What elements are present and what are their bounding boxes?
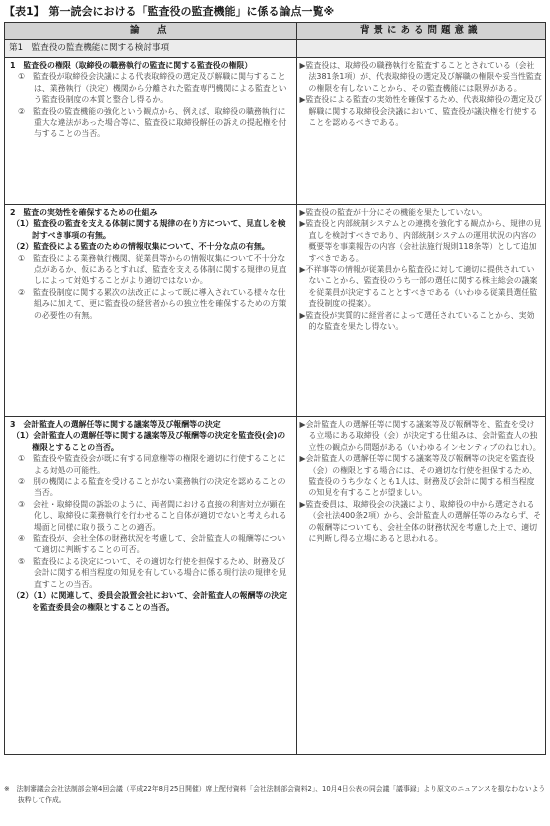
issue-item: ⑤ 監査役による決定について、その適切な行使を担保するため、財務及び会計に関する相当程度の知見を有している場合に係る現行法の規律を見直すことの当否。 xyxy=(18,556,287,589)
table-row xyxy=(5,205,546,417)
issue-heading: 2 監査の実効性を確保するための仕組み xyxy=(10,208,158,217)
header-issues: 論 点 xyxy=(5,23,297,40)
background-cell-2 xyxy=(296,205,545,417)
background-item: ▶不祥事等の情報が従業員から監査役に対して適切に提供されていないことから、監査役のうち一部の選任に関する株主総会の議案を従業員が決定することとすべきである（いわゆる従業員選任監査役制度の提案）。 xyxy=(299,265,538,309)
background-item: ▶監査役が実質的に経営者によって選任されていることから、実効的な監査を果たし得ない。 xyxy=(299,310,535,332)
background-item: ▶監査役による監査の実効性を確保するため、代表取締役の選定及び解職に関する取締役会決議において、監査役が議決権を行使することを認めるべきである。 xyxy=(299,95,543,128)
section-heading: 第1 監査役の監査機能に関する検討事項 xyxy=(5,40,297,58)
issue-item: ② 監査役制度に関する累次の法改正によって既に導入されている様々な仕組みに加えて、更に監査役の経営者からの独立性を確保するための方策の必要性の有無。 xyxy=(18,287,287,320)
issue-heading: 1 監査役の権限（取締役の職務執行の監査に関する監査役の権限） xyxy=(10,61,253,70)
background-item: ▶監査委員は、取締役会の決議により、取締役の中から選定される（会社法400条2項）から、会計監査人の選解任等のみならず、その報酬等についても、会社全体の財務状況を考慮した上で、適切に判断し得る立場にあると思われる。 xyxy=(299,499,542,544)
issue-subheading: （2）監査役による監査のための情報収集について、不十分な点の有無。 xyxy=(12,242,270,252)
issues-table xyxy=(4,22,546,755)
issue-heading: 3 会計監査人の選解任等に関する議案等及び報酬等の決定 xyxy=(10,420,221,429)
issue-subheading: （1）会計監査人の選解任等に関する議案等及び報酬等の決定を監査役(会)の権限とすることの当否。 xyxy=(12,431,286,452)
background-item: ▶監査役の監査が十分にその機能を果たしていない。 xyxy=(299,208,488,217)
table-title: 【表1】 第一読会における「監査役の監査機能」に係る論点一覧※ xyxy=(4,5,335,18)
background-item: ▶会計監査人の選解任等に関する議案等及び報酬等を、監査を受ける立場にある取締役（会）が決定する仕組みは、会計監査人の独立性の観点から問題がある（いわゆるインセンティブのねじれ）。 xyxy=(299,420,541,452)
issue-item: ② 別の機関による監査を受けることがない業務執行の決定を認めることの当否。 xyxy=(18,477,286,498)
header-background: 背景にある問題意識 xyxy=(296,23,545,40)
issue-cell-3 xyxy=(5,417,297,755)
issue-item: ① 監査役や監査役会が既に有する同意権等の権限を適切に行使することによる対処の可能性。 xyxy=(18,454,286,475)
background-cell-1 xyxy=(296,58,545,205)
background-cell-3 xyxy=(296,417,545,755)
issue-cell-2 xyxy=(5,205,297,417)
issue-item: ① 監査役が取締役会決議による代表取締役の選定及び解職に関与することは、業務執行（決定）機関から分離された監査専門機関による監査という監査役制度の本質と整合し得るか。 xyxy=(18,72,287,105)
section-row xyxy=(5,40,546,58)
header-row xyxy=(5,23,546,40)
issue-subheading: （2）（1）に関連して、委員会設置会社において、会計監査人の報酬等の決定を監査委員会の権限とすることの当否。 xyxy=(12,591,287,612)
issue-item: ① 監査役による業務執行機関、従業員等からの情報収集について不十分な点があるか、仮にあるとすれば、監査を支える体制に関する規律の見直しによって対処することがより適切ではないか。 xyxy=(18,253,287,286)
section-heading-blank xyxy=(296,40,545,58)
issue-subheading: （1）監査役の監査を支える体制に関する規律の在り方について、見直しを検討すべき事項の有無。 xyxy=(12,219,286,240)
background-item: ▶会計監査人の選解任等に関する議案等及び報酬等の決定を監査役（会）の権限とする場合には、その適切な行使を担保するため、監査役のうち少なくとも1人は、財務及び会計に関する相当程度の知見を有することが望ましい。 xyxy=(299,454,538,498)
background-item: ▶監査役と内部統制システムとの連携を強化する観点から、規律の見直しを検討すべきであり、内部統制システムの運用状況の内容の概要等を事業報告の内容（会社法施行規則118条等）として追加すべきである。 xyxy=(299,219,542,263)
issue-item: ④ 監査役が、会社全体の財務状況を考慮して、会計監査人の報酬等について適切に判断することの可否。 xyxy=(18,534,286,555)
table-row xyxy=(5,417,546,755)
issue-cell-1 xyxy=(5,58,297,205)
table-row xyxy=(5,58,546,205)
issue-item: ② 監査役の監査機能の強化という観点から、例えば、取締役の職務執行に重大な違法があった場合等に、監査役に取締役解任の訴えの提起権を付与することの当否。 xyxy=(18,106,287,139)
footnote: ※ 法制審議会会社法制部会第4回会議（平成22年8月25日開催）席上配付資料「会社法制部会資料2」、10月4日公表の同会議「議事録」より原文のニュアンスを損なわないよう抜粋して作成。 xyxy=(4,785,546,804)
issue-item: ③ 会社・取締役間の訴訟のように、両者間における直接の利害対立が顕在化し、取締役に業務執行を行わせること自体が適切でないと考えられる場面と同様に取り扱うことの適否。 xyxy=(18,499,287,532)
background-item: ▶監査役は、取締役の職務執行を監査することとされている（会社法381条1項）が、代表取締役の選定及び解職の権限や妥当性監査の権限を有しないことから、その監査機能には限界がある。 xyxy=(299,61,542,93)
